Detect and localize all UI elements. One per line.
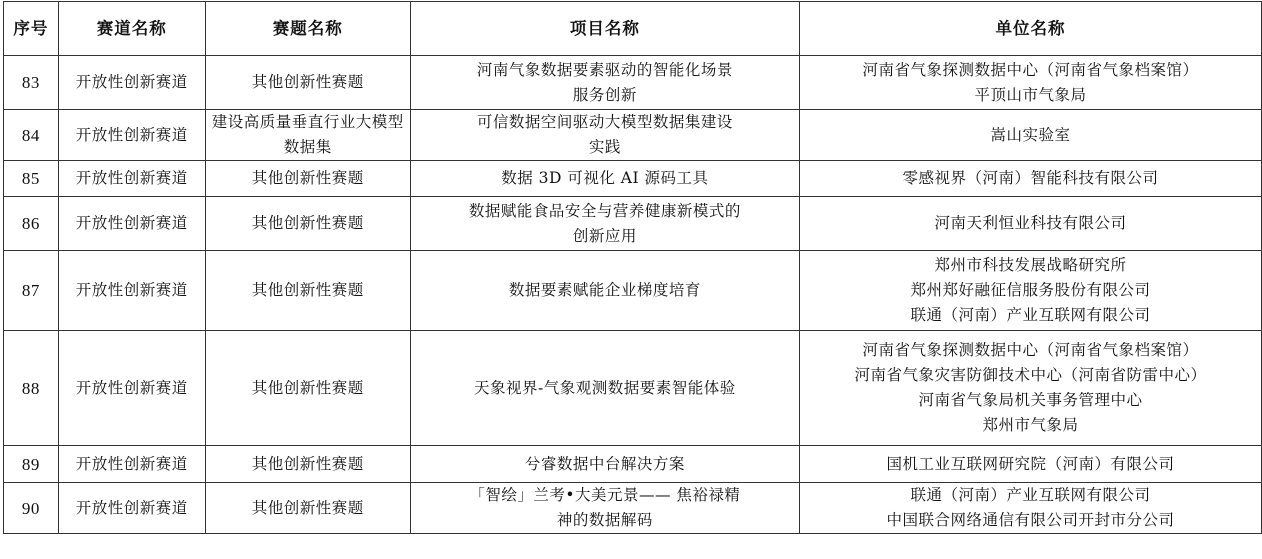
cell-project-line: 数据要素赋能企业梯度培育 [508, 281, 701, 299]
cell-project-line: 数据赋能食品安全与营养健康新模式的 [468, 201, 741, 220]
cell-topic [205, 161, 410, 197]
cell-track [58, 446, 205, 483]
cell-unit-line: 郑州郑好融征信服务股份有限公司 [910, 281, 1151, 299]
table-row [4, 483, 1262, 534]
cell-project [410, 251, 799, 331]
cell-topic [205, 197, 410, 251]
cell-track-line: 开放性创新赛道 [75, 454, 188, 473]
cell-no [4, 251, 59, 331]
cell-unit-line: 国机工业互联网研究院（河南）有限公司 [886, 454, 1175, 473]
cell-track [58, 56, 205, 110]
cell-track-line: 开放性创新赛道 [75, 214, 188, 232]
cell-topic-line: 其他创新性赛题 [251, 498, 364, 517]
cell-track [58, 331, 205, 446]
cell-unit-line: 郑州市气象局 [982, 416, 1079, 434]
cell-project [410, 161, 799, 197]
cell-topic [205, 251, 410, 331]
table-row [4, 110, 1262, 161]
cell-project-line: 可信数据空间驱动大模型数据集建设 [476, 113, 733, 131]
cell-track-line: 开放性创新赛道 [75, 169, 188, 187]
cell-project [410, 110, 799, 161]
cell-no-line: 90 [21, 498, 40, 518]
project-table [3, 1, 1262, 534]
cell-topic-line: 建设高质量垂直行业大模型 [211, 113, 404, 131]
cell-unit-line: 郑州市科技发展战略研究所 [934, 256, 1127, 274]
cell-unit-line: 河南省气象局机关事务管理中心 [918, 391, 1143, 409]
cell-track-line: 开放性创新赛道 [75, 378, 188, 397]
cell-project [410, 197, 799, 251]
cell-unit-line: 中国联合网络通信有限公司开封市分公司 [886, 511, 1175, 529]
table-row [4, 251, 1262, 331]
cell-track-line: 开放性创新赛道 [75, 281, 188, 299]
table-row [4, 331, 1262, 446]
cell-unit [800, 197, 1262, 251]
cell-unit [800, 331, 1262, 446]
cell-unit-line: 河南省气象探测数据中心（河南省气象档案馆） [862, 341, 1199, 359]
cell-project-line: 神的数据解码 [556, 511, 653, 529]
cell-project-line: 服务创新 [572, 85, 637, 104]
cell-unit [800, 251, 1262, 331]
header-unit: 单位名称 [800, 2, 1262, 56]
header-no: 序号 [4, 2, 59, 56]
cell-topic [205, 56, 410, 110]
table-body [4, 56, 1262, 534]
cell-track [58, 483, 205, 534]
cell-unit-line: 零感视界（河南）智能科技有限公司 [902, 169, 1159, 187]
cell-track-line: 开放性创新赛道 [75, 73, 188, 91]
cell-topic-line: 其他创新性赛题 [251, 378, 364, 397]
cell-no-line: 84 [21, 125, 40, 145]
cell-project [410, 56, 799, 110]
table-row [4, 56, 1262, 110]
table-header-row [4, 2, 1262, 56]
cell-project-line: 兮睿数据中台解决方案 [524, 454, 685, 473]
table-container [3, 1, 1262, 534]
cell-unit [800, 483, 1262, 534]
cell-project [410, 483, 799, 534]
cell-no-line: 88 [21, 378, 40, 398]
cell-track [58, 197, 205, 251]
cell-unit [800, 110, 1262, 161]
table-row [4, 446, 1262, 483]
cell-topic-line: 其他创新性赛题 [251, 281, 364, 299]
table-row [4, 161, 1262, 197]
cell-track-line: 开放性创新赛道 [75, 498, 188, 517]
cell-no [4, 483, 59, 534]
cell-topic-line: 其他创新性赛题 [251, 169, 364, 187]
cell-no [4, 56, 59, 110]
cell-unit-line: 河南天利恒业科技有限公司 [934, 214, 1127, 232]
cell-no [4, 110, 59, 161]
cell-topic-line: 其他创新性赛题 [251, 454, 364, 473]
cell-no [4, 161, 59, 197]
cell-no [4, 197, 59, 251]
cell-project [410, 331, 799, 446]
table-row [4, 197, 1262, 251]
cell-track [58, 110, 205, 161]
cell-track-line: 开放性创新赛道 [75, 125, 188, 144]
cell-no-line: 83 [21, 73, 40, 92]
cell-project-line: 创新应用 [572, 226, 637, 245]
cell-track [58, 161, 205, 197]
cell-no [4, 446, 59, 483]
cell-topic-line: 其他创新性赛题 [251, 73, 364, 91]
cell-unit-line: 平顶山市气象局 [974, 85, 1087, 104]
cell-unit [800, 56, 1262, 110]
cell-project-line: 天象视界-气象观测数据要素智能体验 [474, 378, 736, 397]
cell-unit-line: 河南省气象探测数据中心（河南省气象档案馆） [862, 60, 1199, 79]
cell-unit-line: 河南省气象灾害防御技术中心（河南省防雷中心） [854, 366, 1207, 384]
cell-topic [205, 483, 410, 534]
cell-topic-line: 其他创新性赛题 [251, 214, 364, 232]
header-track: 赛道名称 [58, 2, 205, 56]
cell-project-line: 数据 3D 可视化 AI 源码工具 [501, 169, 709, 187]
cell-topic [205, 446, 410, 483]
header-topic: 赛题名称 [205, 2, 410, 56]
cell-project [410, 446, 799, 483]
cell-no-line: 89 [21, 454, 40, 474]
cell-topic [205, 331, 410, 446]
cell-no-line: 87 [21, 281, 40, 300]
cell-project-line: 实践 [588, 138, 621, 156]
cell-no [4, 331, 59, 446]
cell-topic-line: 数据集 [283, 138, 332, 156]
header-project: 项目名称 [410, 2, 799, 56]
cell-unit [800, 161, 1262, 197]
cell-project-line: 河南气象数据要素驱动的智能化场景 [476, 60, 733, 79]
cell-unit [800, 446, 1262, 483]
cell-track [58, 251, 205, 331]
cell-unit-line: 联通（河南）产业互联网有限公司 [910, 306, 1151, 324]
cell-no-line: 85 [21, 169, 40, 188]
cell-unit-line: 嵩山实验室 [990, 125, 1071, 144]
cell-unit-line: 联通（河南）产业互联网有限公司 [910, 486, 1151, 504]
cell-no-line: 86 [21, 214, 40, 233]
cell-project-line: 「智绘」兰考•大美元景—— 焦裕禄精 [469, 486, 741, 504]
cell-topic [205, 110, 410, 161]
